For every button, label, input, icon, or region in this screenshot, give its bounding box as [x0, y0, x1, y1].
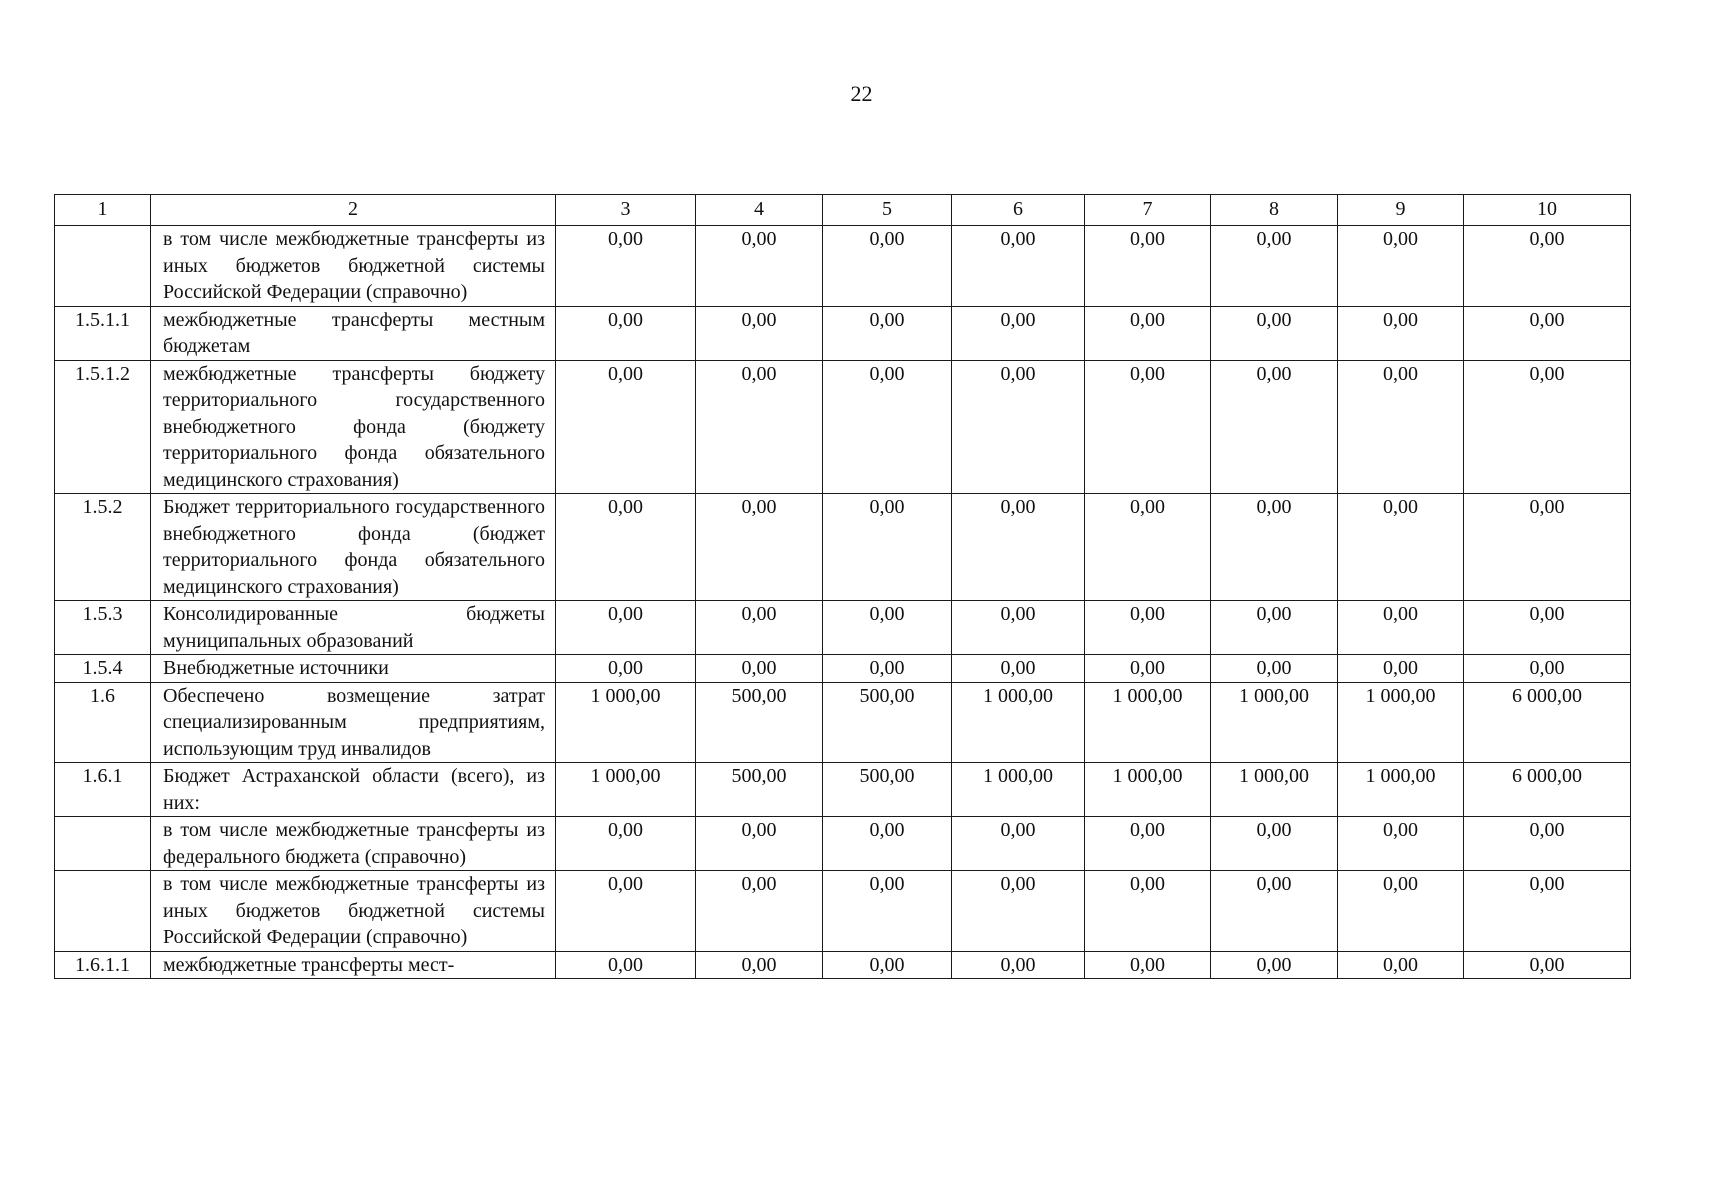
row-value: 0,00 [556, 871, 696, 952]
row-value: 0,00 [1338, 494, 1464, 601]
row-code: 1.5.2 [55, 494, 151, 601]
row-description: в том числе межбюджетные трансферты из федерального бюджета (справочно) [151, 817, 556, 871]
row-description: в том числе межбюджетные трансферты из иных бюджетов бюджетной системы Российской Федерации (справочно) [151, 871, 556, 952]
row-code: 1.5.3 [55, 601, 151, 655]
row-value: 0,00 [556, 817, 696, 871]
row-value: 0,00 [1085, 655, 1211, 683]
row-value: 0,00 [952, 226, 1085, 307]
row-value: 0,00 [1085, 951, 1211, 979]
column-header: 6 [952, 195, 1085, 226]
row-value: 0,00 [556, 601, 696, 655]
row-value: 0,00 [1338, 601, 1464, 655]
column-header: 2 [151, 195, 556, 226]
row-value: 0,00 [1211, 871, 1338, 952]
row-value: 0,00 [556, 494, 696, 601]
row-value: 0,00 [1085, 494, 1211, 601]
column-header: 8 [1211, 195, 1338, 226]
row-description: Обеспечено возмещение затрат специализированным предприятиям, использующим труд инвалидов [151, 682, 556, 763]
row-value: 500,00 [823, 763, 952, 817]
row-value: 0,00 [556, 306, 696, 360]
row-value: 0,00 [696, 360, 823, 494]
row-value: 0,00 [823, 655, 952, 683]
row-value: 0,00 [1085, 871, 1211, 952]
row-code: 1.6 [55, 682, 151, 763]
column-header: 9 [1338, 195, 1464, 226]
row-value: 0,00 [1211, 655, 1338, 683]
column-header: 10 [1464, 195, 1631, 226]
table-row [55, 763, 1631, 817]
row-value: 0,00 [1464, 360, 1631, 494]
row-value: 0,00 [1211, 360, 1338, 494]
row-description: межбюджетные трансферты местным бюджетам [151, 306, 556, 360]
row-value: 0,00 [1085, 601, 1211, 655]
row-value: 500,00 [696, 763, 823, 817]
table-row [55, 817, 1631, 871]
row-description: в том числе межбюджетные трансферты из иных бюджетов бюджетной системы Российской Федерации (справочно) [151, 226, 556, 307]
header-row [55, 195, 1631, 226]
row-value: 0,00 [1085, 226, 1211, 307]
table-row [55, 951, 1631, 979]
row-value: 0,00 [1338, 655, 1464, 683]
row-value: 0,00 [1211, 226, 1338, 307]
row-value: 0,00 [823, 226, 952, 307]
row-code: 1.5.1.2 [55, 360, 151, 494]
column-header: 3 [556, 195, 696, 226]
row-description: Консолидированные бюджеты муниципальных образований [151, 601, 556, 655]
row-value: 0,00 [952, 655, 1085, 683]
row-value: 0,00 [1211, 494, 1338, 601]
row-value: 0,00 [823, 306, 952, 360]
row-value: 0,00 [1464, 817, 1631, 871]
row-value: 0,00 [556, 951, 696, 979]
row-description: Бюджет территориального государственного внебюджетного фонда (бюджет территориального фонда обязательного медицинского страхования) [151, 494, 556, 601]
row-code [55, 226, 151, 307]
row-value: 0,00 [952, 494, 1085, 601]
table-header [55, 195, 1631, 226]
row-value: 0,00 [952, 306, 1085, 360]
row-value: 0,00 [696, 494, 823, 601]
row-value: 0,00 [823, 951, 952, 979]
row-value: 0,00 [1464, 306, 1631, 360]
row-value: 1 000,00 [952, 763, 1085, 817]
row-value: 1 000,00 [556, 763, 696, 817]
row-value: 1 000,00 [952, 682, 1085, 763]
row-value: 1 000,00 [1211, 763, 1338, 817]
column-header: 5 [823, 195, 952, 226]
row-value: 0,00 [696, 306, 823, 360]
table-row [55, 494, 1631, 601]
row-value: 0,00 [1211, 951, 1338, 979]
row-value: 0,00 [1464, 951, 1631, 979]
row-value: 500,00 [696, 682, 823, 763]
table-row [55, 306, 1631, 360]
row-description: межбюджетные трансферты мест- [151, 951, 556, 979]
row-value: 0,00 [952, 360, 1085, 494]
row-value: 0,00 [1464, 655, 1631, 683]
row-value: 0,00 [1464, 601, 1631, 655]
row-value: 0,00 [823, 871, 952, 952]
table-row [55, 226, 1631, 307]
row-value: 0,00 [1338, 226, 1464, 307]
row-value: 0,00 [556, 655, 696, 683]
row-value: 0,00 [1464, 871, 1631, 952]
row-value: 0,00 [1211, 601, 1338, 655]
column-header: 4 [696, 195, 823, 226]
row-value: 0,00 [696, 951, 823, 979]
row-value: 6 000,00 [1464, 682, 1631, 763]
row-code [55, 817, 151, 871]
row-value: 500,00 [823, 682, 952, 763]
row-code [55, 871, 151, 952]
table-row [55, 655, 1631, 683]
budget-table [54, 194, 1631, 979]
row-value: 0,00 [1338, 951, 1464, 979]
row-value: 0,00 [1211, 306, 1338, 360]
row-value: 1 000,00 [1085, 682, 1211, 763]
table-row [55, 871, 1631, 952]
row-value: 0,00 [696, 226, 823, 307]
column-header: 1 [55, 195, 151, 226]
row-value: 0,00 [1338, 306, 1464, 360]
row-code: 1.6.1.1 [55, 951, 151, 979]
row-value: 0,00 [1464, 494, 1631, 601]
row-value: 0,00 [1085, 817, 1211, 871]
row-value: 0,00 [1211, 817, 1338, 871]
row-value: 1 000,00 [556, 682, 696, 763]
row-value: 0,00 [556, 226, 696, 307]
row-value: 0,00 [823, 494, 952, 601]
row-description: Внебюджетные источники [151, 655, 556, 683]
row-value: 0,00 [952, 817, 1085, 871]
row-value: 0,00 [696, 817, 823, 871]
row-value: 0,00 [1338, 871, 1464, 952]
table-row [55, 601, 1631, 655]
row-value: 1 000,00 [1211, 682, 1338, 763]
row-value: 0,00 [696, 655, 823, 683]
row-value: 0,00 [696, 871, 823, 952]
column-header: 7 [1085, 195, 1211, 226]
row-code: 1.5.1.1 [55, 306, 151, 360]
row-value: 0,00 [823, 360, 952, 494]
row-value: 1 000,00 [1338, 682, 1464, 763]
row-value: 0,00 [952, 871, 1085, 952]
row-value: 6 000,00 [1464, 763, 1631, 817]
row-value: 0,00 [1338, 817, 1464, 871]
row-value: 1 000,00 [1085, 763, 1211, 817]
row-value: 0,00 [1085, 306, 1211, 360]
row-value: 0,00 [1338, 360, 1464, 494]
row-value: 0,00 [1464, 226, 1631, 307]
row-value: 0,00 [823, 601, 952, 655]
row-value: 0,00 [952, 951, 1085, 979]
row-value: 0,00 [556, 360, 696, 494]
page-number: 22 [850, 81, 873, 106]
table-body [55, 226, 1631, 979]
row-code: 1.6.1 [55, 763, 151, 817]
row-value: 0,00 [696, 601, 823, 655]
row-value: 0,00 [952, 601, 1085, 655]
row-value: 0,00 [823, 817, 952, 871]
row-value: 1 000,00 [1338, 763, 1464, 817]
table-row [55, 360, 1631, 494]
table-row [55, 682, 1631, 763]
row-value: 0,00 [1085, 360, 1211, 494]
row-code: 1.5.4 [55, 655, 151, 683]
row-description: Бюджет Астраханской области (всего), из них: [151, 763, 556, 817]
row-description: межбюджетные трансферты бюджету территориального государственного внебюджетного фонда (бюджету территориального фонда обязательного медицинского страхования) [151, 360, 556, 494]
